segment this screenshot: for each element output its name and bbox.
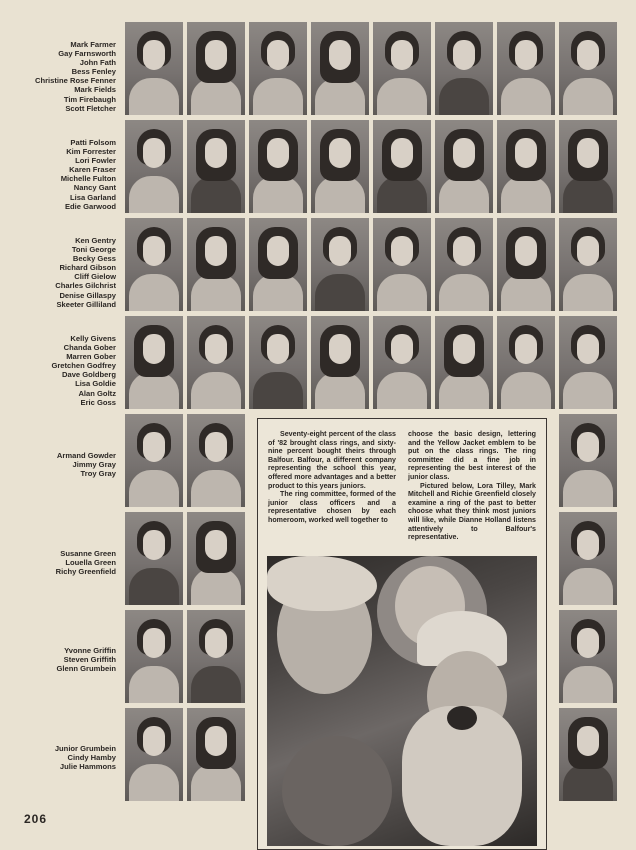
student-portrait (559, 120, 617, 213)
article-column-right (408, 430, 536, 542)
class-rings-article (257, 418, 547, 850)
student-name: Tim Firebaugh (63, 94, 116, 104)
student-portrait (559, 316, 617, 409)
student-name: John Fath (79, 58, 116, 68)
student-name: Lisa Garland (69, 192, 116, 202)
article-paragraph: choose the basic design, lettering and the Yellow Jacket emblem to be put on the class rings. The ring committee did a fine job in representing the best interest of the junior class. (408, 430, 536, 481)
student-portrait (249, 316, 307, 409)
student-portrait (435, 22, 493, 115)
student-name: Patti Folsom (70, 138, 116, 147)
student-name: Alan Goltz (78, 388, 116, 398)
student-portrait (311, 120, 369, 213)
student-name: Jimmy Gray (72, 460, 116, 470)
student-name: Cindy Hamby (67, 753, 116, 763)
student-name: Kelly Givens (70, 334, 116, 343)
article-column-left (268, 430, 396, 525)
student-portrait (125, 708, 183, 801)
student-portrait (559, 22, 617, 115)
student-portrait (187, 610, 245, 703)
name-list-row-8 (0, 744, 116, 771)
student-name: Yvonne Griffin (64, 646, 116, 655)
student-name: Lisa Goldie (75, 379, 116, 389)
student-portrait (311, 316, 369, 409)
student-portrait (435, 316, 493, 409)
article-paragraph: Pictured below, Lora Tilley, Mark Mitchell and Richie Greenfield closely examine a ring of the past to better choose what they think most juniors will like, while Dianne Holland listens attentively to Balfour's representative. (408, 481, 536, 542)
name-list-row-7 (0, 646, 116, 673)
student-name: Mark Farmer (70, 40, 116, 49)
student-portrait (497, 120, 555, 213)
student-name: Toni George (71, 245, 116, 255)
student-name: Troy Gray (80, 469, 116, 479)
student-portrait (249, 218, 307, 311)
student-name: Louella Green (65, 558, 116, 568)
student-portrait (497, 22, 555, 115)
student-portrait (187, 218, 245, 311)
student-portrait (125, 512, 183, 605)
student-portrait (373, 316, 431, 409)
student-name: Richard Gibson (59, 263, 116, 273)
student-name: Armand Gowder (56, 451, 116, 460)
student-name: Julie Hammons (59, 762, 116, 772)
student-name: Junior Grumbein (54, 744, 116, 753)
student-portrait (187, 316, 245, 409)
article-paragraph: The ring committee, formed of the junior class officers and a representative chosen by each homeroom, worked well together to (268, 490, 396, 524)
student-name: Ken Gentry (75, 236, 116, 245)
student-portrait (311, 22, 369, 115)
student-portrait (187, 414, 245, 507)
student-name: Chanda Gober (63, 343, 116, 353)
student-portrait (559, 512, 617, 605)
student-portrait (373, 22, 431, 115)
student-name: Nancy Gant (73, 183, 116, 193)
student-portrait (187, 512, 245, 605)
student-portrait (125, 414, 183, 507)
student-name: Eric Goss (80, 397, 116, 407)
student-name: Marren Gober (66, 352, 116, 362)
student-portrait (559, 610, 617, 703)
name-list-row-1 (0, 40, 116, 113)
article-paragraph: Seventy-eight percent of the class of '82 brought class rings, and sixty-nine percent bought theirs through Balfour. Balfour, a different company representing the school this year, offered more advantages and a better product to this years juniors. (268, 430, 396, 490)
student-name: Kim Forrester (66, 147, 116, 157)
student-name: Karen Fraser (69, 165, 116, 175)
student-portrait (497, 218, 555, 311)
student-portrait (187, 120, 245, 213)
student-name: Glenn Grumbein (56, 664, 116, 674)
student-portrait (125, 22, 183, 115)
student-portrait (125, 120, 183, 213)
student-name: Bess Fenley (71, 67, 116, 77)
student-portrait (125, 218, 183, 311)
student-portrait (249, 120, 307, 213)
student-name: Steven Griffith (63, 655, 116, 665)
student-portrait (125, 610, 183, 703)
student-name: Lori Fowler (75, 156, 116, 166)
student-portrait (187, 708, 245, 801)
student-portrait (125, 316, 183, 409)
student-portrait (373, 218, 431, 311)
student-name: Gretchen Godfrey (51, 361, 116, 371)
student-portrait (559, 218, 617, 311)
student-name: Mark Fields (74, 85, 116, 95)
student-portrait (435, 120, 493, 213)
student-portrait (497, 316, 555, 409)
student-name: Michelle Fulton (60, 174, 116, 184)
student-name: Denise Gillaspy (59, 290, 116, 300)
student-portrait (373, 120, 431, 213)
student-name: Susanne Green (60, 549, 116, 558)
student-name: Edie Garwood (64, 201, 116, 211)
student-portrait (249, 22, 307, 115)
name-list-row-5 (0, 451, 116, 478)
student-name: Becky Gess (72, 254, 116, 264)
student-name: Scott Fletcher (65, 103, 116, 113)
student-name: Charles Gilchrist (55, 281, 116, 291)
student-name: Christine Rose Fenner (34, 76, 116, 86)
student-portrait (435, 218, 493, 311)
student-portrait (559, 708, 617, 801)
student-name: Cliff Gielow (74, 272, 116, 282)
student-portrait (187, 22, 245, 115)
student-name: Gay Farnsworth (58, 49, 116, 59)
name-list-row-3 (0, 236, 116, 309)
student-portrait (559, 414, 617, 507)
student-name: Skeeter Gilliland (56, 299, 116, 309)
name-list-row-6 (0, 549, 116, 576)
ring-committee-photo (267, 556, 537, 846)
student-name: Richy Greenfield (55, 567, 116, 577)
student-portrait (311, 218, 369, 311)
page-number: 206 (24, 812, 48, 826)
name-list-row-2 (0, 138, 116, 211)
name-list-row-4 (0, 334, 116, 407)
student-name: Dave Goldberg (61, 370, 116, 380)
